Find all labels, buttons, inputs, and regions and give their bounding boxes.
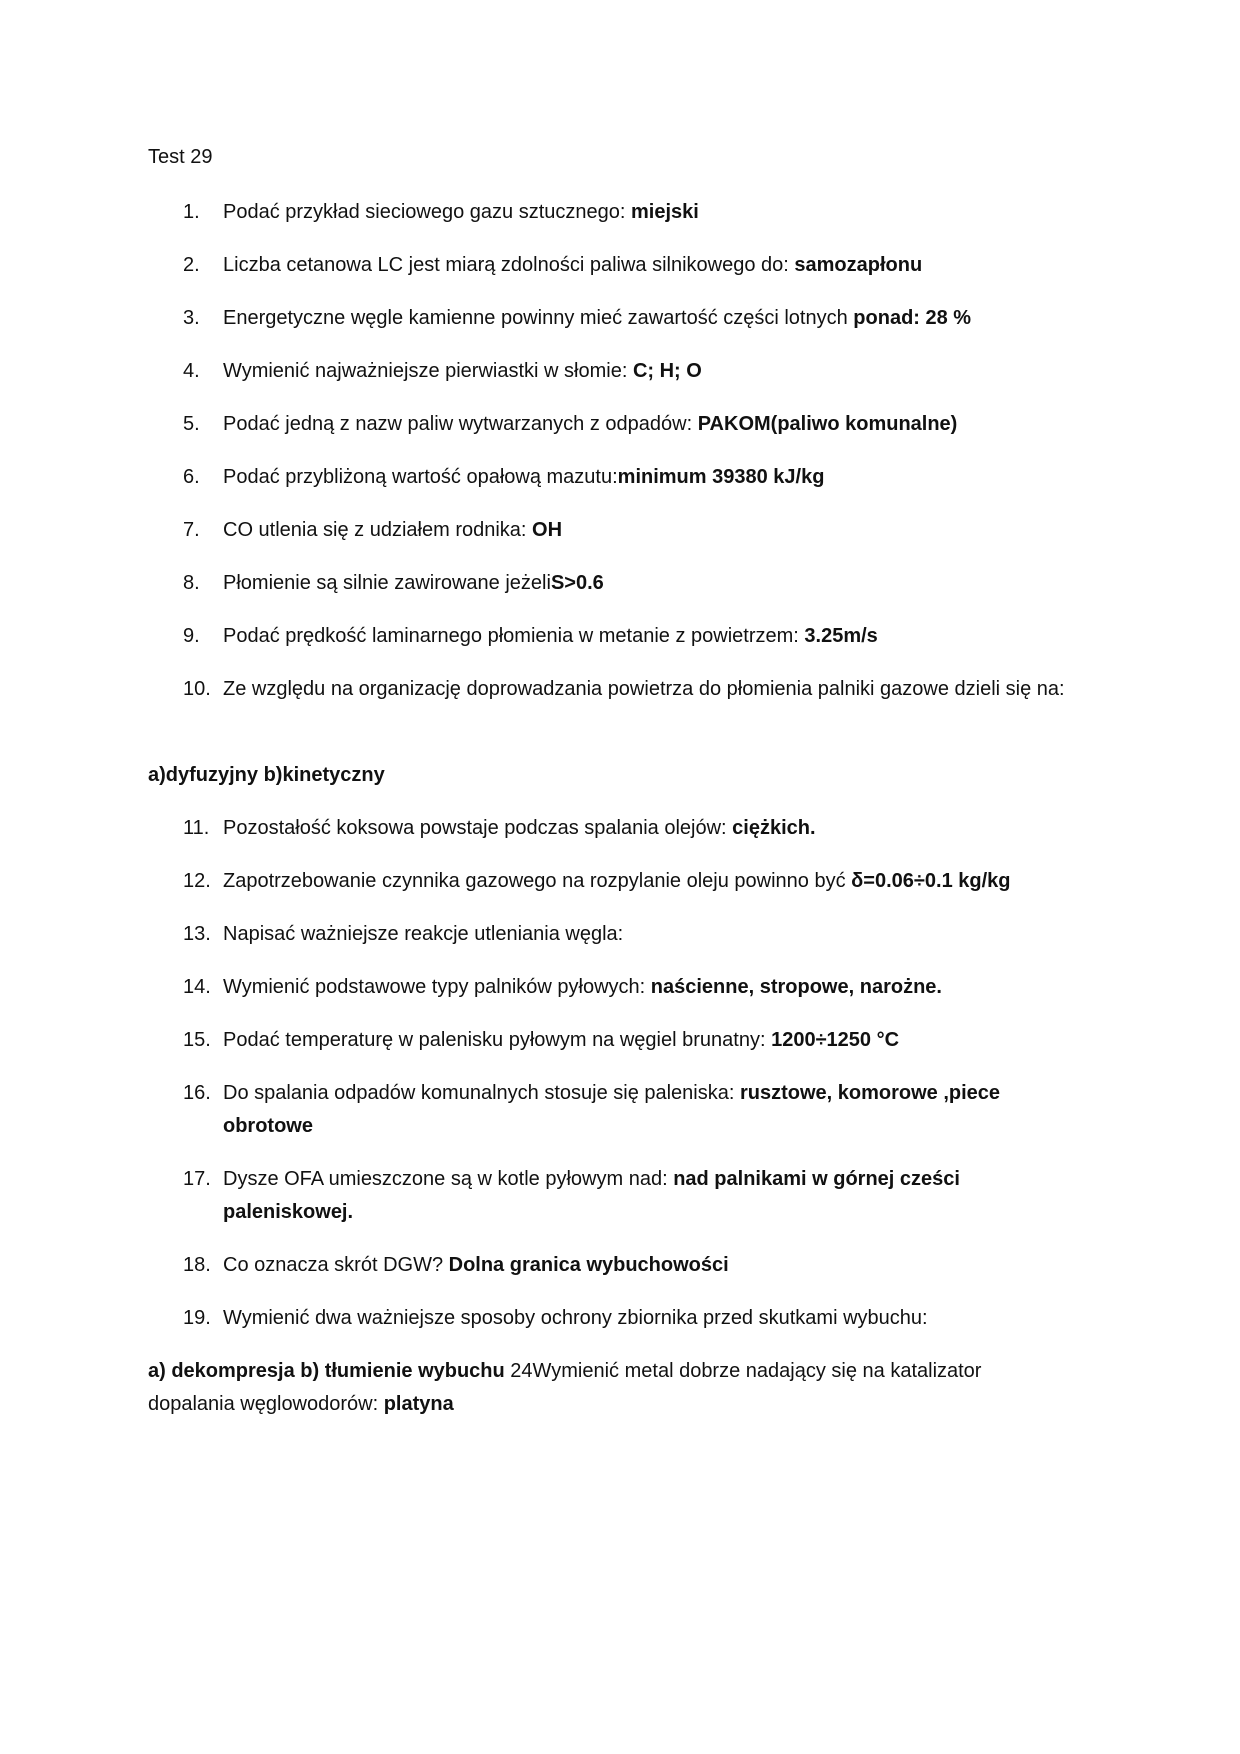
question-number: 1. xyxy=(183,201,200,223)
question-number: 7. xyxy=(183,519,200,541)
answer-text: minimum 39380 kJ/kg xyxy=(617,466,825,488)
question-text: Ze względu na organizację doprowadzania powietrza do płomienia palniki gazowe dzieli się na: xyxy=(223,678,1065,700)
question-text: Podać temperaturę w palenisku pyłowym na węgiel brunatny: xyxy=(223,1029,772,1051)
answer-text: PAKOM(paliwo komunalne) xyxy=(697,413,958,435)
question-16 xyxy=(183,1077,1053,1143)
question-text: Zapotrzebowanie czynnika gazowego na rozpylanie oleju powinno być xyxy=(223,870,852,892)
answer-text: a)dyfuzyjny b)kinetyczny xyxy=(148,764,385,786)
question-12 xyxy=(183,865,1083,898)
question-7 xyxy=(183,514,1083,547)
answer-text: a) dekompresja b) tłumienie wybuchu xyxy=(148,1360,505,1382)
question-10 xyxy=(183,673,1083,706)
question-text: 24Wymienić metal dobrze nadający się na katalizator dopalania węglowodorów: xyxy=(148,1360,982,1415)
answer-text: miejski xyxy=(631,201,699,223)
question-number: 17. xyxy=(183,1168,211,1190)
question-text: Energetyczne węgle kamienne powinny mieć zawartość części lotnych xyxy=(223,307,854,329)
question-4 xyxy=(183,355,1083,388)
question-number: 6. xyxy=(183,466,200,488)
answer-text: rusztowe, komorowe ,piece obrotowe xyxy=(223,1082,1001,1137)
answer-text: platyna xyxy=(383,1393,454,1415)
answer-text: 1200÷1250 °C xyxy=(771,1029,900,1051)
question-text: Liczba cetanowa LC jest miarą zdolności paliwa silnikowego do: xyxy=(223,254,795,276)
question-text: Dysze OFA umieszczone są w kotle pyłowym nad: xyxy=(223,1168,674,1190)
question-13 xyxy=(183,918,1083,951)
answer-text: naścienne, stropowe, narożne. xyxy=(650,976,942,998)
question-text: Wymienić najważniejsze pierwiastki w słomie: xyxy=(223,360,633,382)
question-number: 15. xyxy=(183,1029,211,1051)
question-number: 2. xyxy=(183,254,200,276)
question-19 xyxy=(183,1302,1083,1335)
question-number: 16. xyxy=(183,1082,211,1104)
question-3 xyxy=(183,302,1083,335)
question-18 xyxy=(183,1249,1083,1282)
question-9 xyxy=(183,620,1083,653)
question-11 xyxy=(183,812,1083,845)
question-2 xyxy=(183,249,1083,282)
question-number: 12. xyxy=(183,870,211,892)
question-text: Pozostałość koksowa powstaje podczas spalania olejów: xyxy=(223,817,733,839)
question-17 xyxy=(183,1163,1053,1229)
answer-10 xyxy=(148,759,1108,792)
answer-19-and-question-24 xyxy=(148,1355,1048,1421)
question-text: CO utlenia się z udziałem rodnika: xyxy=(223,519,533,541)
answer-text: 3.25m/s xyxy=(804,625,878,647)
answer-text: Dolna granica wybuchowości xyxy=(448,1254,729,1276)
question-number: 8. xyxy=(183,572,200,594)
question-number: 19. xyxy=(183,1307,211,1329)
question-text: Wymienić podstawowe typy palników pyłowych: xyxy=(223,976,651,998)
answer-text: ciężkich. xyxy=(732,817,816,839)
answer-text: S>0.6 xyxy=(550,572,604,594)
answer-text: ponad: 28 % xyxy=(853,307,972,329)
answer-text: OH xyxy=(532,519,563,541)
question-text: Do spalania odpadów komunalnych stosuje się paleniska: xyxy=(223,1082,740,1104)
question-text: Podać przybliżoną wartość opałową mazutu: xyxy=(223,466,618,488)
question-1 xyxy=(183,196,1083,229)
document-title: Test 29 xyxy=(148,146,213,168)
question-number: 3. xyxy=(183,307,200,329)
question-number: 18. xyxy=(183,1254,211,1276)
question-text: Podać przykład sieciowego gazu sztucznego: xyxy=(223,201,632,223)
answer-text: nad palnikami w górnej cześci paleniskowej. xyxy=(223,1168,960,1223)
question-6 xyxy=(183,461,1083,494)
question-number: 13. xyxy=(183,923,211,945)
question-number: 4. xyxy=(183,360,200,382)
question-5 xyxy=(183,408,1083,441)
question-text: Podać jedną z nazw paliw wytwarzanych z odpadów: xyxy=(223,413,698,435)
answer-text: C; H; O xyxy=(632,360,702,382)
question-number: 5. xyxy=(183,413,200,435)
question-number: 14. xyxy=(183,976,211,998)
question-text: Wymienić dwa ważniejsze sposoby ochrony zbiornika przed skutkami wybuchu: xyxy=(223,1307,928,1329)
question-text: Podać prędkość laminarnego płomienia w metanie z powietrzem: xyxy=(223,625,805,647)
question-text: Co oznacza skrót DGW? xyxy=(223,1254,449,1276)
question-15 xyxy=(183,1024,1083,1057)
question-8 xyxy=(183,567,1083,600)
question-text: Płomienie są silnie zawirowane jeżeli xyxy=(223,572,551,594)
question-text: Napisać ważniejsze reakcje utleniania węgla: xyxy=(223,923,624,945)
answer-text: samozapłonu xyxy=(794,254,923,276)
question-number: 11. xyxy=(183,817,210,839)
question-number: 10. xyxy=(183,678,211,700)
question-number: 9. xyxy=(183,625,200,647)
question-14 xyxy=(183,971,1083,1004)
answer-text: δ=0.06÷0.1 kg/kg xyxy=(851,870,1011,892)
